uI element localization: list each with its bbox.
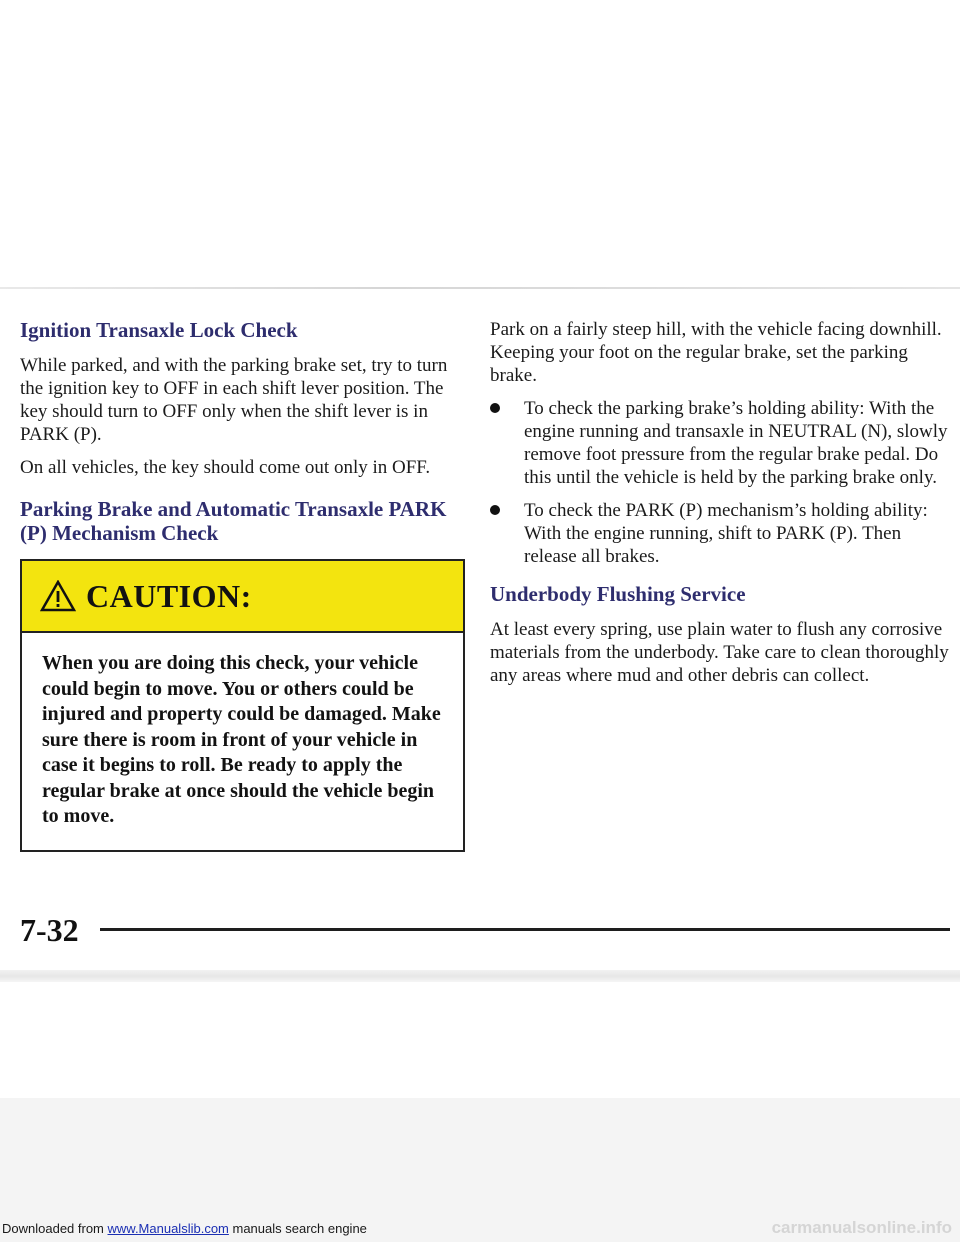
list-item-text: To check the PARK (P) mechanism’s holding ability: With the engine running, shift to PARK (P). Then release all brakes. [524, 500, 928, 567]
top-divider [0, 287, 960, 289]
bullet-dot-icon [490, 505, 500, 515]
section-title-underbody: Underbody Flushing Service [490, 582, 746, 606]
download-note [2, 1221, 367, 1236]
page-number: 7-32 [20, 912, 79, 948]
footer-divider [100, 928, 950, 931]
download-prefix: Downloaded from [2, 1221, 108, 1236]
manualslib-link[interactable]: www.Manualslib.com [107, 1221, 229, 1236]
warning-triangle-icon [40, 580, 76, 612]
caution-header [22, 561, 463, 633]
bullet-dot-icon [490, 403, 500, 413]
paragraph-park-hill: Park on a fairly steep hill, with the vehicle facing downhill. Keeping your foot on the regular brake, set the parking brake. [490, 319, 942, 386]
caution-title: CAUTION: [86, 577, 252, 614]
paragraph-key-off: On all vehicles, the key should come out only in OFF. [20, 457, 431, 478]
section-title-ignition-lock: Ignition Transaxle Lock Check [20, 318, 298, 342]
watermark: carmanualsonline.info [771, 1218, 952, 1237]
caution-text: When you are doing this check, your vehicle could begin to move. You or others could be injured and property could be damaged. Make sure there is room in front of your vehicle in case it begins to roll. Be ready to apply the regular brake at once should the vehicle begin to move. [42, 652, 441, 827]
list-item [490, 397, 950, 489]
caution-box [20, 559, 465, 852]
page-edge-shadow [0, 970, 960, 982]
list-item-text: To check the parking brake’s holding ability: With the engine running and transaxle in NEUTRAL (N), slowly remove foot pressure from the regular brake pedal. Do this until the vehicle is held by the parking brake only. [524, 398, 948, 488]
section-title-parking-brake: Parking Brake and Automatic Transaxle PARK (P) Mechanism Check [20, 497, 447, 545]
paragraph-underbody: At least every spring, use plain water to flush any corrosive materials from the underbody. Take care to clean thoroughly any areas where mud and other debris can collect. [490, 619, 949, 686]
right-column [490, 318, 950, 697]
download-suffix: manuals search engine [228, 1221, 367, 1236]
list-item [490, 499, 950, 568]
paragraph-ignition-lock: While parked, and with the parking brake set, try to turn the ignition key to OFF in each shift lever position. The key should turn to OFF only when the shift lever is in PARK (P). [20, 355, 448, 445]
left-column [20, 318, 465, 852]
check-list [490, 397, 950, 568]
